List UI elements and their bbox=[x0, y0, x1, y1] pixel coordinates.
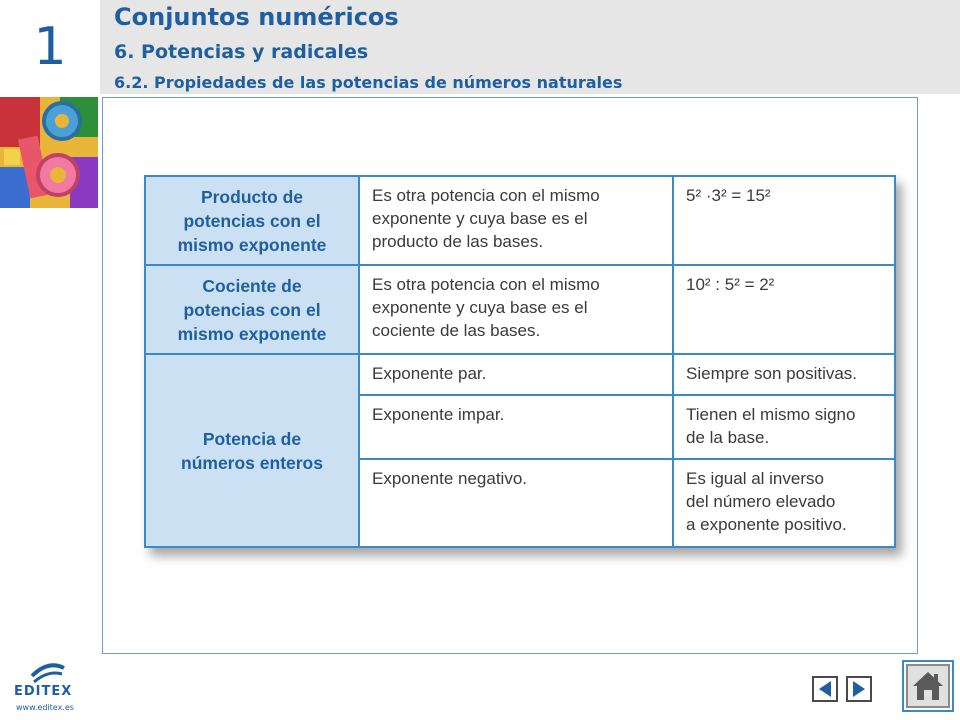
example-cell bbox=[673, 176, 895, 265]
next-button[interactable] bbox=[846, 676, 872, 702]
description-line: producto de las bases. bbox=[372, 232, 544, 251]
chapter-number: 1 bbox=[0, 0, 100, 94]
table-row bbox=[145, 354, 895, 395]
logo-url: www.editex.es bbox=[16, 703, 74, 712]
page-title: Conjuntos numéricos bbox=[114, 3, 399, 31]
triangle-left-icon bbox=[814, 678, 836, 700]
description-line: Es otra potencia con el mismo bbox=[372, 275, 600, 294]
row-header bbox=[145, 265, 359, 354]
table-row bbox=[145, 265, 895, 354]
numbers-image bbox=[0, 97, 98, 208]
row-header bbox=[145, 176, 359, 265]
description-line: exponente y cuya base es el bbox=[372, 298, 588, 317]
description-cell bbox=[359, 265, 673, 354]
example-cell bbox=[673, 459, 895, 547]
row-header-line: mismo exponente bbox=[177, 234, 327, 255]
example-line: de la base. bbox=[686, 428, 770, 447]
example-line: a exponente positivo. bbox=[686, 515, 847, 534]
description-line: Exponente impar. bbox=[372, 405, 505, 424]
example-line: Es igual al inverso bbox=[686, 469, 824, 488]
row-header-line: potencias con el bbox=[183, 299, 321, 320]
description-line: Exponente par. bbox=[372, 364, 487, 383]
previous-button[interactable] bbox=[812, 676, 838, 702]
triangle-right-icon bbox=[848, 678, 870, 700]
properties-table bbox=[144, 175, 896, 548]
example-line: 10² : 5² = 2² bbox=[686, 275, 775, 294]
example-line: del número elevado bbox=[686, 492, 836, 511]
description-line: exponente y cuya base es el bbox=[372, 209, 588, 228]
description-cell bbox=[359, 459, 673, 547]
logo-text: EDITEX bbox=[14, 684, 73, 699]
row-header-line: Producto de bbox=[200, 186, 304, 207]
example-line: Siempre son positivas. bbox=[686, 364, 858, 383]
row-header-line: mismo exponente bbox=[177, 323, 327, 344]
house-icon bbox=[904, 662, 952, 710]
example-cell bbox=[673, 265, 895, 354]
description-cell bbox=[359, 395, 673, 459]
example-line: Tienen el mismo signo bbox=[686, 405, 856, 424]
example-line: 5² ·3² = 15² bbox=[686, 186, 771, 205]
description-line: Es otra potencia con el mismo bbox=[372, 186, 600, 205]
description-cell bbox=[359, 354, 673, 395]
example-cell bbox=[673, 395, 895, 459]
row-header-line: Cociente de bbox=[202, 275, 302, 296]
example-cell bbox=[673, 354, 895, 395]
home-button[interactable] bbox=[902, 660, 954, 712]
table-row bbox=[145, 176, 895, 265]
row-header-line: números enteros bbox=[181, 452, 323, 473]
description-line: cociente de las bases. bbox=[372, 321, 541, 340]
page-subtitle: 6. Potencias y radicales bbox=[114, 41, 369, 63]
row-header-line: Potencia de bbox=[202, 428, 302, 449]
section-title: 6.2. Propiedades de las potencias de números naturales bbox=[114, 73, 623, 92]
description-cell bbox=[359, 176, 673, 265]
row-header-line: potencias con el bbox=[183, 210, 321, 231]
description-line: Exponente negativo. bbox=[372, 469, 528, 488]
row-header bbox=[145, 354, 359, 547]
